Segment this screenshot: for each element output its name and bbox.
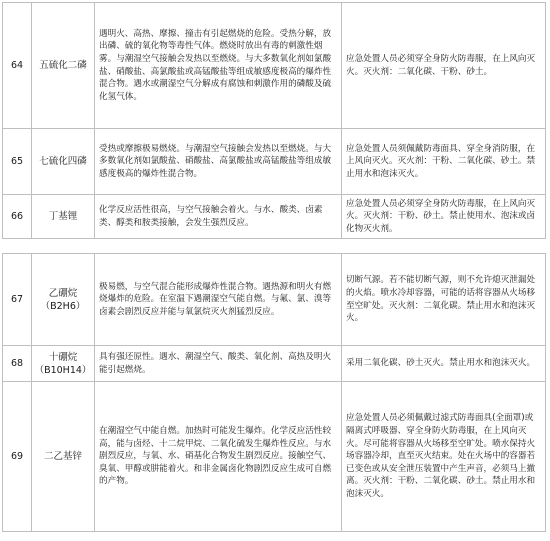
chemical-name-text: 丁基锂	[48, 211, 78, 222]
table-row	[3, 195, 546, 239]
chemical-name	[32, 129, 95, 195]
emergency-measure: 应急处置人员必须穿全身防火防毒服，在上风向灭火。灭火剂：二氧化碳、干粉、砂土。	[342, 3, 546, 129]
hazard-table-top	[2, 2, 546, 239]
chemical-name	[32, 195, 95, 239]
emergency-measure: 切断气源。若不能切断气源，则不允许熄灭泄漏处的火焰。喷水冷却容器，可能的话将容器从火场移至空旷处。灭火剂：二氧化碳。禁止用水和泡沫灭火。	[342, 254, 546, 346]
chemical-name	[32, 346, 95, 382]
chemical-name	[32, 382, 95, 532]
table-row	[3, 382, 546, 532]
chemical-name	[32, 3, 95, 129]
chemical-name-text: 二乙基锌	[43, 451, 82, 462]
table-row	[3, 129, 546, 195]
hazard-description: 在潮湿空气中能自燃。加热时可能发生爆炸。化学反应活性较高，能与卤烃、十二烷甲烷、二氧化硫发生爆炸性反应。与水剧烈反应，与氧、水、硝基化合物发生剧烈反应。接触空气、臭氧、甲醇或肼能着火。和非金属卤化物剧烈反应生成可自燃的产物。	[95, 382, 342, 532]
chemical-name-text: 五硫化二磷	[39, 60, 87, 71]
row-number: 67	[3, 254, 32, 346]
chemical-formula: （B2H6）	[40, 300, 86, 312]
row-number: 64	[3, 3, 32, 129]
hazard-description: 化学反应活性很高，与空气接触会着火。与水、酸类、卤素类、醇类和胺类接触，会发生强烈反应。	[95, 195, 342, 239]
hazard-description: 具有强还原性。遇水、潮湿空气、酸类、氧化剂、高热及明火能引起燃烧。	[95, 346, 342, 382]
table-row	[3, 3, 546, 129]
table-row	[3, 254, 546, 346]
chemical-name-text: 乙硼烷	[48, 287, 78, 299]
hazard-table-bottom	[2, 253, 546, 532]
row-number: 65	[3, 129, 32, 195]
emergency-measure: 应急处置人员须佩戴防毒面具、穿全身消防服，在上风向灭火。灭火剂：干粉、二氧化碳、砂土。禁止用水和泡沫灭火。	[342, 129, 546, 195]
hazard-description: 极易燃，与空气混合能形成爆炸性混合物。遇热源和明火有燃烧爆炸的危险。在室温下遇潮湿空气能自燃。与氟、氯、溴等卤素会剧烈反应并能与氧氯烷灭火剂猛烈反应。	[95, 254, 342, 346]
table-row	[3, 346, 546, 382]
chemical-name	[32, 254, 95, 346]
chemical-name-text: 七硫化四磷	[39, 156, 87, 167]
chemical-name-text: 十硼烷	[48, 351, 78, 363]
row-number: 69	[3, 382, 32, 532]
hazard-description: 受热或摩擦极易燃烧。与潮湿空气接触会发热以至燃烧。与大多数氧化剂如氯酸盐、硝酸盐、高氯酸盐或高锰酸盐等组成敏感度极高的爆炸性混合物。	[95, 129, 342, 195]
emergency-measure: 应急处置人员必须穿全身防火防毒服，在上风向灭火。灭火剂：干粉、砂土。禁止使用水、泡沫或卤化物灭火剂。	[342, 195, 546, 239]
emergency-measure: 应急处置人员必须佩戴过滤式防毒面具(全面罩)或隔离式呼吸器、穿全身防火防毒服，在上风向灭火。尽可能将容器从火场移至空旷处。喷水保持火场容器冷却，直至灭火结束。处在火场中的容器若已变色或从安全泄压装置中产生声音，必须马上撤离。灭火剂：干粉、二氧化碳、砂土。禁止用水和泡沫灭火。	[342, 382, 546, 532]
emergency-measure: 采用二氧化碳、砂土灭火。禁止用水和泡沫灭火。	[342, 346, 546, 382]
hazard-description: 遇明火、高热、摩擦、撞击有引起燃烧的危险。受热分解，放出磷、硫的氧化物等毒性气体。燃烧时放出有毒的刺激性烟雾。与潮湿空气接触会发热以至燃烧。与大多数氧化剂如氯酸盐、硝酸盐、高氯酸盐或高锰酸盐等组成敏感度极高的爆炸性混合物。遇水或潮湿空气分解成有腐蚀和刺激作用的磷酸及硫化氢气体。	[95, 3, 342, 129]
row-number: 66	[3, 195, 32, 239]
row-number: 68	[3, 346, 32, 382]
chemical-formula: （B10H14）	[34, 364, 92, 376]
